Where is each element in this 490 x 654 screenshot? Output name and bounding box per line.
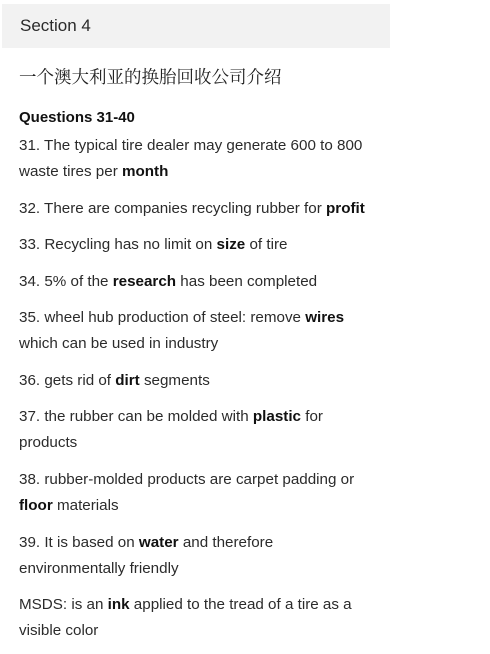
question-line xyxy=(19,200,365,218)
question-line xyxy=(19,596,352,614)
answer-keyword: floor xyxy=(19,497,53,514)
answer-keyword: plastic xyxy=(252,408,301,425)
answer-keyword: research xyxy=(112,273,177,290)
question-text: 31. The typical tire dealer may generate 600 to 800 xyxy=(19,137,363,154)
question-text: 35. wheel hub production of steel: remove xyxy=(19,309,306,326)
question-text: 39. It is based on xyxy=(19,534,139,551)
answer-keyword: profit xyxy=(326,200,365,217)
question-text: waste tires per xyxy=(19,163,122,180)
answer-keyword: month xyxy=(121,163,169,180)
question-line xyxy=(19,137,362,155)
answer-keyword: dirt xyxy=(115,372,140,389)
question-text: segments xyxy=(139,372,210,389)
question-text: visible color xyxy=(19,622,99,639)
question-text: 33. Recycling has no limit on xyxy=(19,236,217,253)
question-text: environmentally friendly xyxy=(19,560,179,577)
question-text: of tire xyxy=(245,236,288,253)
questions-heading: Questions 31-40 xyxy=(19,109,135,126)
question-line xyxy=(19,471,354,489)
question-text: applied to the tread of a tire as a xyxy=(129,596,352,613)
question-line xyxy=(19,434,77,452)
question-text: has been completed xyxy=(176,273,318,290)
answer-keyword: water xyxy=(138,534,179,551)
answer-keyword: size xyxy=(216,236,246,253)
question-line xyxy=(19,408,323,426)
question-line xyxy=(19,622,98,640)
question-line xyxy=(19,309,344,327)
question-line xyxy=(19,560,179,578)
section-title: Section 4 xyxy=(20,16,91,35)
question-text: 32. There are companies recycling rubber for xyxy=(19,200,326,217)
question-text: 37. the rubber can be molded with xyxy=(19,408,253,425)
question-text: and therefore xyxy=(178,534,274,551)
page-subtitle: 一个澳大利亚的换胎回收公司介绍 xyxy=(19,68,282,88)
question-line xyxy=(19,273,317,291)
question-text: 38. rubber-molded products are carpet padding or xyxy=(19,471,355,488)
question-text: products xyxy=(19,434,78,451)
question-text: 34. 5% of the xyxy=(19,273,113,290)
question-line xyxy=(19,236,287,254)
question-line xyxy=(19,497,119,515)
answer-keyword: wires xyxy=(305,309,345,326)
question-text: materials xyxy=(52,497,119,514)
answer-keyword: ink xyxy=(107,596,130,613)
question-text: for xyxy=(301,408,323,425)
question-text: MSDS: is an xyxy=(19,596,108,613)
question-line xyxy=(19,163,168,181)
section-header xyxy=(2,4,390,48)
question-line xyxy=(19,372,210,390)
question-text: which can be used in industry xyxy=(19,335,219,352)
question-line xyxy=(19,335,218,353)
question-line xyxy=(19,534,273,552)
question-text: 36. gets rid of xyxy=(19,372,116,389)
